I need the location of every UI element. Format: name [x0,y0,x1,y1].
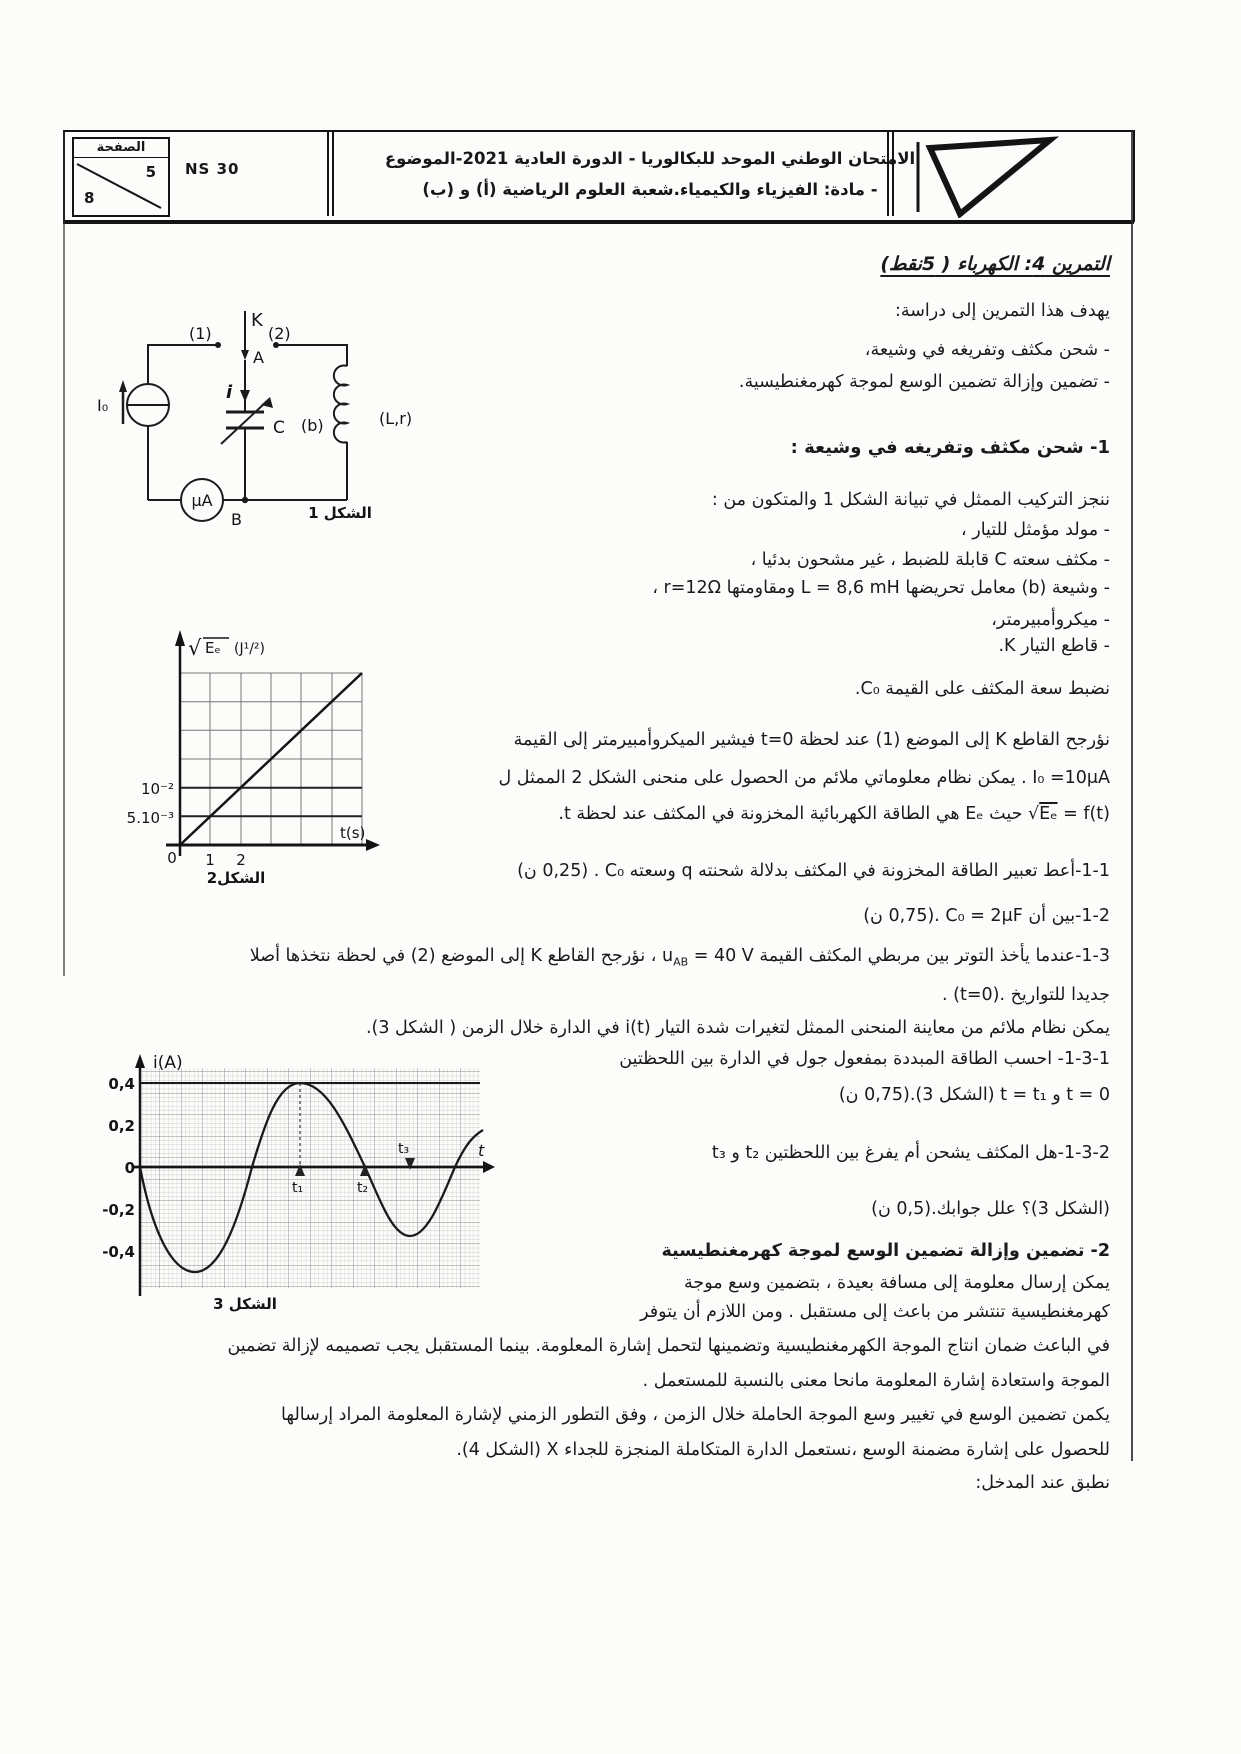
coil-lr-label: (L,r) [379,409,413,428]
y-tick-0: 0 [124,1159,135,1177]
header-underline [63,222,1134,224]
page-label: الصفحة [74,139,168,158]
header [63,130,1135,222]
formula-eq: = f(t) [1057,804,1110,824]
question-1-3-2-cont: (الشكل 3)؟ علل جوابك.(0,5 ن) [871,1199,1110,1219]
exam-title-block [355,144,945,205]
page-indicator [72,137,170,217]
energy-symbol: Eₑ [205,639,221,657]
node-a-label: A [253,348,264,367]
text-mid: حيث [983,804,1029,824]
energy-symbol: Eₑ [1039,804,1058,824]
x-axis-arrow [483,1161,495,1173]
switch-arrow [241,350,249,360]
para-switch-2: I₀ =10μA . يمكن نظام معلوماتي ملائم من الحصول على منحنى الشكل 2 الممثل ل [498,768,1110,788]
part2-line: يكمن تضمين الوسع في تغيير وسع الموجة الحاملة خلال الزمن ، وفق التطور الزمني لإشارة المعلومة المراد إرسالها [281,1405,1110,1425]
part2-line: يمكن إرسال معلومة إلى مسافة بعيدة ، بتضمين وسع موجة [684,1273,1110,1293]
figure3-caption: الشكل 3 [213,1295,277,1312]
figure2-caption: الشكل2 [206,869,266,887]
y-axis-arrow [135,1054,145,1068]
section2-heading: 2- تضمين وإزالة تضمين الوسع لموجة كهرمغنطيسية [661,1241,1110,1261]
y-axis-arrow [175,630,185,646]
page-number-current: 5 [145,163,156,181]
exercise-title: التمرين 4: الكهرباء ( 5نقط) [880,253,1110,275]
energy-symbol-2: Eₑ [965,804,984,824]
page-number-total: 8 [84,189,95,207]
switch-pos1-label: (1) [189,324,212,343]
question-1-3 [98,943,1110,971]
current-arrow [240,390,250,402]
i0-arrow [119,380,127,392]
component-item: - وشيعة (b) معامل تحريضها L = 8,6 mH ومقاومتها r=12Ω ، [652,578,1110,598]
formula-uab [662,946,754,969]
figure3-graph [95,1050,500,1312]
figure2-graph [108,556,453,888]
y-unit-label: (J¹/²) [234,641,265,657]
y-tick-5e-3: 5.10⁻³ [126,809,174,827]
switch-pos2-label: (2) [268,324,291,343]
para-it-curve: يمكن نظام ملائم من معاينة المنحنى الممثل لتغيرات شدة التيار i(t) في الدارة خلال الزمن ( الشكل 3). [365,1018,1110,1038]
coil-label: (b) [301,416,324,435]
header-separator-left [327,132,334,216]
q13-text-pre: 1-3-عندما يأخذ التوتر بين مربطي المكثف القيمة [753,946,1110,966]
question-1-3-2: 1-3-2-هل المكثف يشحن أم يفرغ بين اللحظتين t₂ و t₃ [711,1143,1110,1163]
component-item: - قاطع التيار K. [998,636,1110,656]
page-border-left [63,131,65,976]
y-tick-neg02: -0,2 [102,1201,135,1219]
exercise-intro: يهدف هذا التمرين إلى دراسة: [894,301,1110,321]
node-b-label: B [231,510,242,528]
source-current-label: I₀ [97,396,109,415]
x-axis-arrow [366,839,380,851]
question-1-2: 1-2-بين أن C₀ = 2μF .(0,75 ن) [863,906,1110,926]
goal-item: - شحن مكثف وتفريغه في وشيعة، [864,340,1110,360]
part2-line: كهرمغنطيسية تنتشر من باعث إلى مستقبل . ومن اللازم أن يتوفر [640,1302,1110,1322]
voltage-subscript: AB [673,955,689,969]
y-tick-04: 0,4 [108,1075,135,1093]
y-tick-1e-2: 10⁻² [140,780,174,798]
figure1-circuit [85,266,480,528]
header-separator-right [887,132,894,216]
exam-title-line1: الامتحان الوطني الموحد للبكالوريا - الدورة العادية 2021-الموضوع [384,149,916,168]
component-item: - ميكروأمبيرمتر، [991,610,1110,630]
voltage-value: = 40 V [688,946,754,966]
para-c0: نضبط سعة المكثف على القيمة C₀. [854,679,1110,699]
x-tick-2: 2 [236,851,246,869]
formula-sqrt-ee [1028,804,1110,824]
question-1-3-1: 1-3-1- احسب الطاقة المبددة بمفعول جول في الدارة بين اللحظتين [619,1049,1110,1069]
exam-reference: NS 30 [185,160,240,178]
t2-label: t₂ [357,1180,369,1196]
x-tick-1: 1 [205,851,215,869]
switch-label: K [251,310,263,331]
text-tail: هي الطاقة الكهربائية المخزونة في المكثف عند لحظة t. [558,804,966,824]
para-switch-1: نؤرجح القاطع K إلى الموضع (1) عند لحظة t=0 فيشير الميكروأمبيرمتر إلى القيمة [513,730,1110,750]
q13-text-post: ، نؤرجح القاطع K إلى الموضع (2) في لحظة نتخذها أصلا [249,946,662,966]
exam-title-line2: - مادة: الفيزياء والكيمياء.شعبة العلوم الرياضية (أ) و (ب) [422,179,878,199]
goal-item: - تضمين وإزالة تضمين الوسع لموجة كهرمغنطيسية. [738,372,1110,392]
question-1-3-cont: جديدا للتواريخ .(t=0) . [942,985,1110,1005]
para-sqrt-def [455,801,1110,827]
ministry-logo [900,134,1100,218]
question-1-1: 1-1-أعط تعبير الطاقة المخزونة في المكثف بدلالة شحنته q وسعته C₀ . (0,25 ن) [517,861,1110,881]
page-border-right [1131,131,1133,1461]
capacitor-label: C [273,418,285,438]
sqrt-symbol: √ [1028,804,1040,824]
x-axis-label: t [478,1141,485,1160]
figure1-caption: الشكل 1 [308,504,372,522]
t1-label: t₁ [292,1180,304,1196]
x-tick-0: 0 [167,849,177,867]
t3-label: t₃ [398,1141,410,1157]
y-tick-neg04: -0,4 [102,1243,135,1261]
sqrt-symbol: √ [188,636,202,660]
question-1-3-1-cont: t = 0 و t = t₁ (الشكل 3).(0,75 ن) [838,1085,1110,1105]
y-axis-label: i(A) [153,1053,183,1073]
part2-line: للحصول على إشارة مضمنة الوسع ،نستعمل الدارة المتكاملة المنجزة للجداء X (الشكل 4). [456,1440,1110,1460]
y-tick-02: 0,2 [108,1117,135,1135]
voltage-symbol: u [662,946,674,966]
component-item: - مولد مؤمثل للتيار ، [961,520,1110,540]
setup-intro: ننجز التركيب الممثل في تبيانة الشكل 1 والمتكون من : [711,490,1110,510]
component-item: - مكثف سعته C قابلة للضبط ، غير مشحون بدئيا ، [750,550,1110,570]
part2-line: نطبق عند المدخل: [975,1473,1110,1493]
x-axis-label: t(s) [340,824,366,842]
current-label: i [226,382,233,403]
section1-heading: 1- شحن مكثف وتفريغه في وشيعة : [790,437,1110,458]
part2-line: الموجة واستعادة إشارة المعلومة مانحا معنى بالنسبة للمستعمل . [642,1371,1110,1391]
part2-line: في الباعث ضمان انتاج الموجة الكهرمغنطيسية وتضمينها لتحمل إشارة المعلومة. بينما المستقبل يجب تصميمه لإزالة تضمين [227,1336,1110,1356]
microammeter-label: μA [191,491,213,510]
